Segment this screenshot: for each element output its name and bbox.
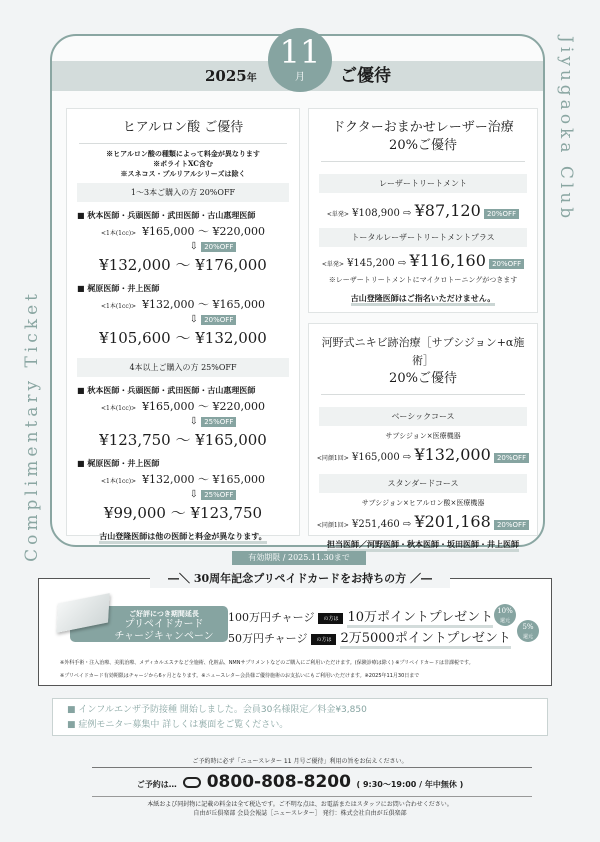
fine-print: ※外科手術・注入治療、美肌治療、メディカルエステなど全施術、化粧品、NMNサプリメントなどのご購入にご利用いただけます。(保険診療は除く) ※プリペイドカードは非課税です。: [60, 660, 474, 666]
discount-price: ¥132,000 〜 ¥176,000: [99, 256, 267, 274]
charge-row: 50万円チャージ の方は 2万5000ポイントプレゼント: [228, 627, 511, 646]
item-label: レーザートリートメント: [319, 174, 527, 193]
laser-note: ※レーザートリートメントにマイクロトーニングがつきます: [328, 276, 518, 284]
arrow-row: ⇩ 25%OFF: [67, 416, 299, 427]
discount-price: ¥105,600 〜 ¥132,000: [99, 329, 267, 347]
card-title: ドクターおまかせレーザー治療 20%ご優待: [321, 119, 525, 162]
note: ※ボライトXC含む: [153, 159, 213, 168]
footnote: 担当医師／河野医師・秋本医師・坂田医師・井上医師: [309, 539, 537, 550]
price-row: <単発> ¥108,900 ⇨ ¥87,120 20%OFF: [309, 201, 537, 220]
discount-badge: 25%OFF: [201, 417, 236, 427]
course-label: ベーシックコース: [319, 407, 527, 426]
validity-badge: 有効期限 / 2025.11.30まで: [232, 551, 366, 565]
brand-vertical: Jiyugaoka Club: [556, 36, 576, 223]
reservation-phone: ご予約は… 0800-808-8200 ( 9:30〜19:00 / 年中無休 ): [136, 772, 464, 792]
fine-print: ※プリペイドカード有効期限はチャージから6ヶ月となります。※ニュースレター会員様ご優待施術のお支払いにもご利用いただけます。※2025年11月30日まで: [60, 673, 420, 679]
doctor-group: ■ 秋本医師・兵頭医師・武田医師・古山惠理医師: [77, 210, 256, 220]
price-row: <同顔1回> ¥165,000 ⇨ ¥132,000 20%OFF: [309, 445, 537, 464]
tier-label: 1〜3本ご購入の方 20%OFF: [77, 183, 289, 202]
hyaluronic-card: [66, 108, 300, 541]
doctor-group: ■ 梶原医師・井上医師: [77, 458, 160, 468]
title-year: 2025年: [205, 67, 257, 85]
regular-price: <1本(1cc)> ¥132,000 〜 ¥165,000: [100, 473, 266, 486]
footnote: 古山登隆医師は他の医師と料金が異なります。: [67, 531, 299, 542]
discount-badge: 20%OFF: [201, 315, 236, 325]
percent-badge: 10% 還元: [494, 604, 516, 626]
arrow-icon: の方は: [311, 634, 336, 645]
regular-price: <1本(1cc)> ¥165,000 〜 ¥220,000: [100, 225, 266, 238]
acne-card: [308, 323, 538, 549]
note: ※ヒアルロン酸の種類によって料金が異なります: [106, 149, 260, 158]
phone-icon: [183, 777, 201, 788]
phone-number[interactable]: 0800-808-8200: [206, 772, 351, 792]
price-row: <同顔1回> ¥251,460 ⇨ ¥201,168 20%OFF: [309, 512, 537, 531]
card-title: ヒアルロン酸 ご優待: [79, 119, 287, 144]
card-title: 河野式ニキビ跡治療［サブシジョン+α施術］ 20%ご優待: [321, 334, 525, 395]
note: ※スネコス・プルリアルシリーズは除く: [120, 169, 246, 178]
arrow-row: ⇩ 20%OFF: [67, 314, 299, 325]
discount-price: ¥99,000 〜 ¥123,750: [103, 504, 263, 522]
regular-price: <1本(1cc)> ¥165,000 〜 ¥220,000: [100, 400, 266, 413]
footer: 本紙および同封物に記載の料金は全て税込です。ご不明な点は、お電話またはスタッフにお問い合わせください。 自由が丘倶楽部 会員会報誌［ニュースレター］ 発行：株式会社自由が丘倶楽部: [147, 801, 453, 817]
divider: [92, 796, 532, 797]
info-item: ■ インフルエンザ予防接種 開始しました。会員30名様限定／料金¥3,850: [67, 705, 367, 715]
ticket-vertical: Complimentary Ticket: [22, 290, 42, 562]
percent-badge: 5% 還元: [517, 620, 539, 642]
prepaid-title: ―＼ 30周年記念プリペイドカードをお持ちの方 ／―: [150, 570, 450, 588]
doctor-group: ■ 梶原医師・井上医師: [77, 283, 160, 293]
tier-label: 4本以上ご購入の方 25%OFF: [77, 358, 289, 377]
course-label: スタンダードコース: [319, 474, 527, 493]
reservation-note: ご予約時に必ず「ニュースレター 11 月号ご優待」利用の旨をお伝えください。: [192, 758, 408, 765]
discount-price: ¥123,750 〜 ¥165,000: [99, 431, 267, 449]
laser-card: [308, 108, 538, 313]
discount-badge: 20%OFF: [484, 209, 519, 219]
course-desc: サブシジョン×ヒアルロン酸×医療機器: [361, 499, 485, 507]
regular-price: <1本(1cc)> ¥132,000 〜 ¥165,000: [100, 298, 266, 311]
charge-row: 100万円チャージ の方は 10万ポイントプレゼント: [228, 606, 493, 625]
item-label: トータルレーザートリートメントプラス: [319, 228, 527, 247]
info-box: [52, 698, 548, 736]
arrow-row: ⇩ 25%OFF: [67, 489, 299, 500]
doctor-group: ■ 秋本医師・兵頭医師・武田医師・古山惠理医師: [77, 385, 256, 395]
arrow-row: ⇩ 20%OFF: [67, 241, 299, 252]
divider: [92, 767, 532, 768]
footnote: 古山登隆医師はご指名いただけません。: [309, 293, 537, 304]
title-text: ご優待: [340, 66, 391, 86]
arrow-icon: の方は: [318, 613, 343, 624]
price-row: <単発> ¥145,200 ⇨ ¥116,160 20%OFF: [309, 251, 537, 270]
discount-badge: 20%OFF: [494, 453, 529, 463]
info-item: ■ 症例モニター募集中 詳しくは裏面をご覧ください。: [67, 720, 289, 730]
course-desc: サブシジョン×医療機器: [385, 432, 461, 440]
month-badge: 11 月: [268, 28, 332, 92]
discount-badge: 20%OFF: [201, 242, 236, 252]
campaign-banner: ご好評につき期間延長 プリペイドカード チャージキャンペーン: [70, 606, 228, 642]
discount-badge: 20%OFF: [494, 520, 529, 530]
discount-badge: 20%OFF: [489, 259, 524, 269]
discount-badge: 25%OFF: [201, 490, 236, 500]
